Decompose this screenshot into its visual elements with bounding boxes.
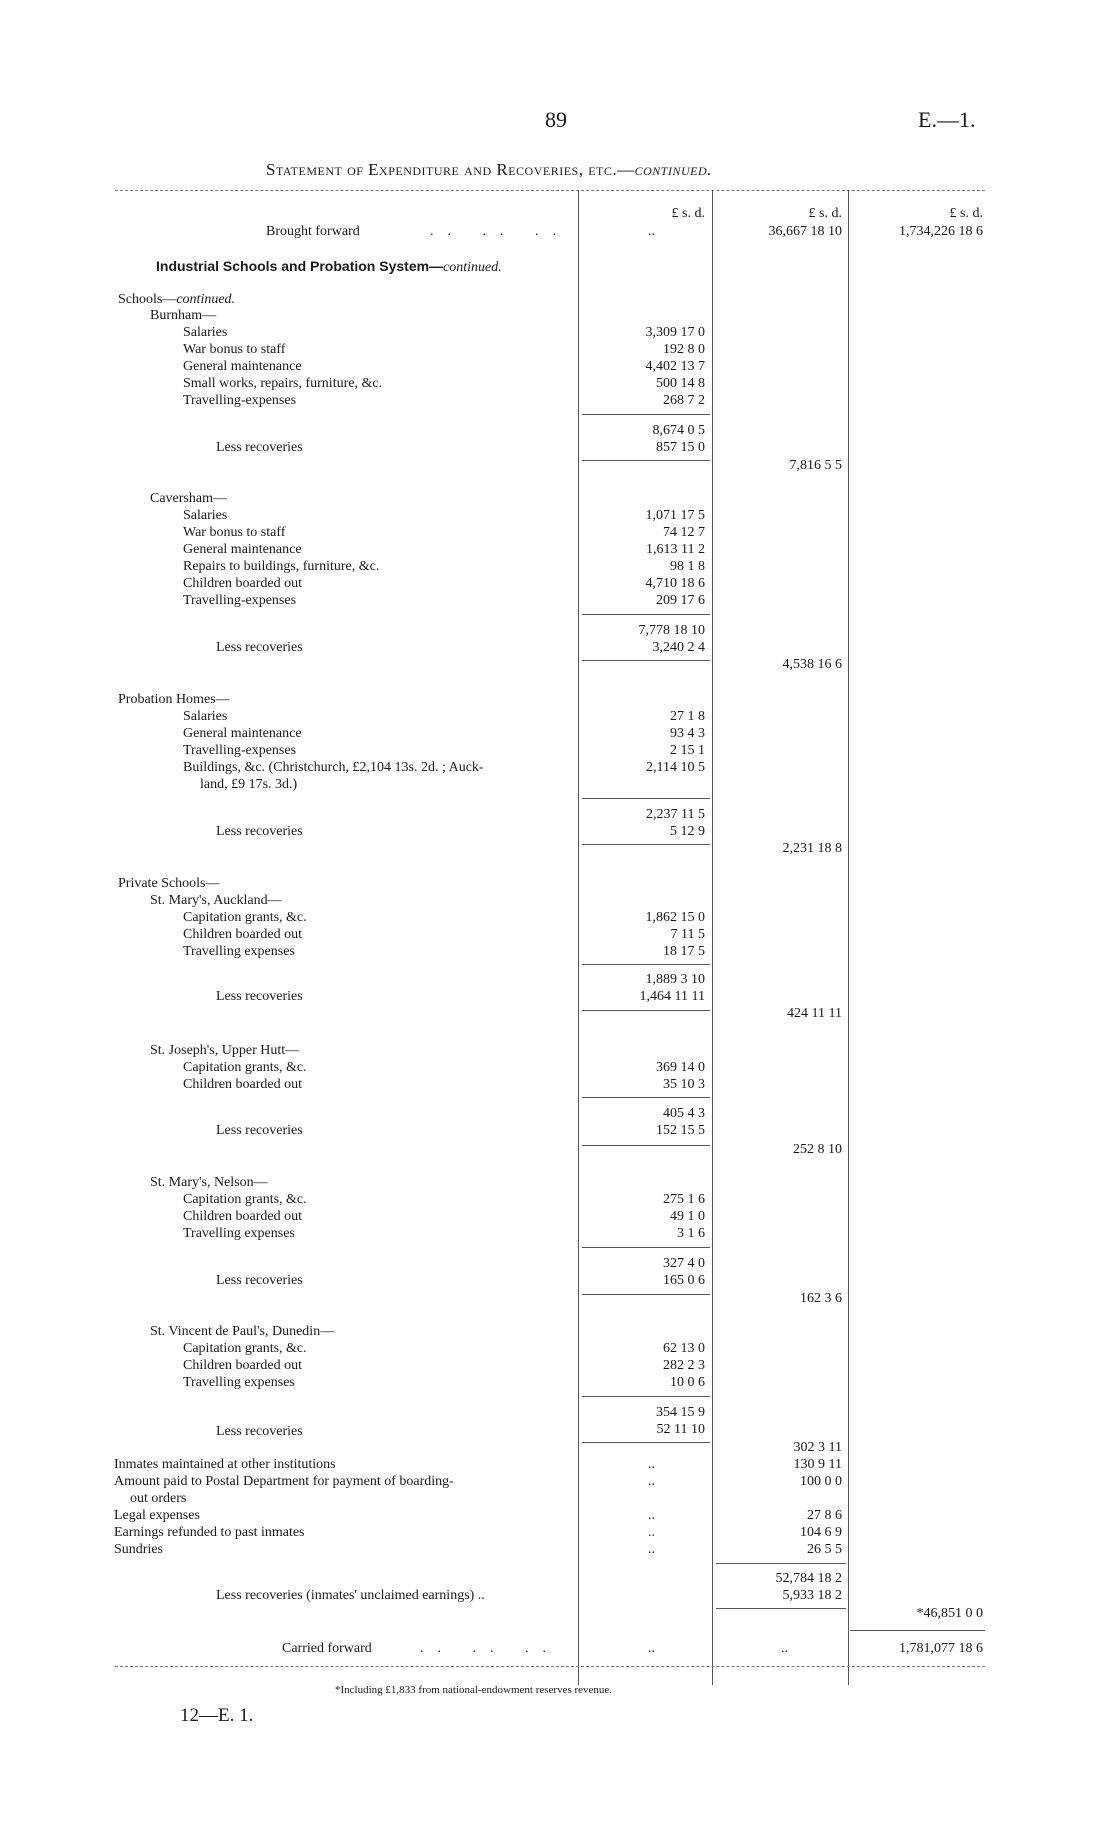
- brought-forward-col1: ..: [648, 224, 655, 239]
- caversham-item-label: War bonus to staff: [183, 525, 286, 540]
- subtotal-rule: [582, 660, 710, 661]
- grand-subtotal: 52,784 18 2: [775, 1571, 842, 1586]
- st-josephs-recoveries: 152 15 5: [656, 1123, 705, 1138]
- burnham-item-amount: 4,402 13 7: [645, 359, 705, 374]
- other-item-label: Inmates maintained at other institutions: [114, 1457, 336, 1472]
- grand-recoveries: 5,933 18 2: [782, 1588, 842, 1603]
- probation-item-label: Salaries: [183, 709, 228, 724]
- burnham-subtotal: 8,674 0 5: [652, 423, 705, 438]
- st-vincent-less-label: Less recoveries: [216, 1424, 303, 1439]
- burnham-item-amount: 268 7 2: [663, 393, 705, 408]
- subtotal-rule: [582, 1396, 710, 1397]
- other-item-col2: 27 8 6: [807, 1508, 842, 1523]
- subtotal-rule: [582, 414, 710, 415]
- st-marys-nelson-less-label: Less recoveries: [216, 1273, 303, 1288]
- other-item-col1: ..: [648, 1508, 655, 1523]
- caversham-item-label: Children boarded out: [183, 576, 302, 591]
- carried-rule: [850, 1630, 985, 1631]
- st-marys-auckland-item-label: Capitation grants, &c.: [183, 910, 307, 925]
- carried-forward-col3: 1,781,077 18 6: [899, 1641, 983, 1656]
- section-heading: [156, 258, 502, 276]
- st-marys-nelson-item-label: Children boarded out: [183, 1209, 302, 1224]
- probation-recoveries: 5 12 9: [670, 824, 705, 839]
- subtotal-rule: [582, 614, 710, 615]
- probation-item-amount: 2 15 1: [670, 743, 705, 758]
- leader-dots: .. .. ..: [430, 224, 570, 239]
- st-vincent-item-label: Travelling expenses: [183, 1375, 295, 1390]
- caversham-item-amount: 1,613 11 2: [646, 542, 705, 557]
- other-item-col2: 26 5 5: [807, 1542, 842, 1557]
- burnham-item-amount: 500 14 8: [656, 376, 705, 391]
- caversham-net: 4,538 16 6: [782, 657, 842, 672]
- burnham-less-label: Less recoveries: [216, 440, 303, 455]
- title-continued: continued.: [634, 160, 712, 179]
- burnham-item-amount: 192 8 0: [663, 342, 705, 357]
- st-josephs-item-amount: 369 14 0: [656, 1060, 705, 1075]
- other-item-label: Earnings refunded to past inmates: [114, 1525, 305, 1540]
- subtotal-rule: [582, 964, 710, 965]
- st-marys-nelson-item-label: Capitation grants, &c.: [183, 1192, 307, 1207]
- column-divider-1: [578, 190, 579, 1685]
- probation-less-label: Less recoveries: [216, 824, 303, 839]
- section-heading-main: Industrial Schools and Probation System—: [156, 258, 444, 274]
- signature-code: 12—E. 1.: [180, 1705, 254, 1726]
- probation-item-continued: land, £9 17s. 3d.): [200, 777, 298, 792]
- burnham-heading: Burnham—: [150, 308, 217, 323]
- probation-heading: Probation Homes—: [118, 692, 230, 707]
- burnham-net: 7,816 5 5: [789, 458, 842, 473]
- st-marys-nelson-recoveries: 165 0 6: [663, 1273, 705, 1288]
- subtotal-rule: [582, 1097, 710, 1098]
- st-vincent-net: 302 3 11: [793, 1440, 842, 1455]
- page-title: [266, 162, 712, 178]
- burnham-item-label: War bonus to staff: [183, 342, 286, 357]
- st-marys-auckland-item-amount: 18 17 5: [663, 944, 705, 959]
- subtotal-rule: [716, 1608, 846, 1609]
- caversham-item-amount: 74 12 7: [663, 525, 705, 540]
- subtotal-rule: [716, 1563, 846, 1564]
- other-item-label: Legal expenses: [114, 1508, 200, 1523]
- schools-label: [118, 292, 235, 308]
- probation-item-amount: 93 4 3: [670, 726, 705, 741]
- probation-item-amount: 2,114 10 5: [646, 760, 705, 775]
- st-marys-nelson-item-amount: 49 1 0: [670, 1209, 705, 1224]
- st-vincent-recoveries: 52 11 10: [656, 1422, 705, 1437]
- document-code: E.—1.: [918, 107, 976, 132]
- burnham-item-amount: 3,309 17 0: [645, 325, 705, 340]
- st-marys-auckland-less-label: Less recoveries: [216, 989, 303, 1004]
- st-josephs-subtotal: 405 4 3: [663, 1106, 705, 1121]
- burnham-item-label: Travelling-expenses: [183, 393, 297, 408]
- probation-item-label: General maintenance: [183, 726, 302, 741]
- caversham-item-amount: 98 1 8: [670, 559, 705, 574]
- footnote: *Including £1,833 from national-endowment reserves revenue.: [335, 1684, 613, 1696]
- brought-forward-label: Brought forward: [266, 224, 360, 239]
- carried-forward-col1: ..: [648, 1641, 655, 1656]
- st-marys-auckland-heading: St. Mary's, Auckland—: [150, 893, 282, 908]
- caversham-item-label: Salaries: [183, 508, 228, 523]
- caversham-item-label: Travelling-expenses: [183, 593, 297, 608]
- subtotal-rule: [582, 844, 710, 845]
- carried-forward-label: Carried forward: [282, 1641, 372, 1656]
- st-marys-nelson-item-amount: 3 1 6: [677, 1226, 705, 1241]
- st-vincent-item-label: Children boarded out: [183, 1358, 302, 1373]
- carried-forward-col2: ..: [781, 1641, 788, 1656]
- st-marys-nelson-subtotal: 327 4 0: [663, 1256, 705, 1271]
- schools-label-main: Schools—: [118, 292, 177, 307]
- caversham-item-amount: 209 17 6: [656, 593, 705, 608]
- grand-net: *46,851 0 0: [916, 1606, 983, 1621]
- st-marys-auckland-item-label: Children boarded out: [183, 927, 302, 942]
- st-marys-auckland-net: 424 11 11: [787, 1006, 842, 1021]
- col3-header: £ s. d.: [949, 206, 983, 221]
- caversham-item-amount: 1,071 17 5: [645, 508, 705, 523]
- subtotal-rule: [582, 798, 710, 799]
- grand-less-label: Less recoveries (inmates' unclaimed earnings) ..: [216, 1588, 485, 1603]
- st-vincent-item-amount: 282 2 3: [663, 1358, 705, 1373]
- burnham-item-label: Salaries: [183, 325, 228, 340]
- st-marys-nelson-heading: St. Mary's, Nelson—: [150, 1175, 268, 1190]
- schools-label-continued: continued.: [176, 292, 236, 307]
- other-item-col1: ..: [648, 1474, 655, 1489]
- subtotal-rule: [582, 1247, 710, 1248]
- st-marys-auckland-item-amount: 7 11 5: [670, 927, 705, 942]
- other-item-continued: out orders: [130, 1491, 187, 1506]
- probation-item-label: Buildings, &c. (Christchurch, £2,104 13s. 2d. ; Auck-: [183, 760, 484, 775]
- page-number: 89: [545, 107, 567, 132]
- other-item-col1: ..: [648, 1542, 655, 1557]
- caversham-subtotal: 7,778 18 10: [638, 623, 705, 638]
- st-vincent-heading: St. Vincent de Paul's, Dunedin—: [150, 1324, 335, 1339]
- st-marys-nelson-net: 162 3 6: [800, 1291, 842, 1306]
- st-marys-auckland-item-label: Travelling expenses: [183, 944, 295, 959]
- other-item-label: Sundries: [114, 1542, 163, 1557]
- st-josephs-net: 252 8 10: [793, 1142, 842, 1157]
- st-vincent-item-label: Capitation grants, &c.: [183, 1341, 307, 1356]
- st-marys-auckland-item-amount: 1,862 15 0: [645, 910, 705, 925]
- burnham-item-label: Small works, repairs, furniture, &c.: [183, 376, 383, 391]
- st-josephs-item-amount: 35 10 3: [663, 1077, 705, 1092]
- probation-item-label: Travelling-expenses: [183, 743, 297, 758]
- title-main: Statement of Expenditure and Recoveries, etc.—: [266, 160, 635, 179]
- burnham-recoveries: 857 15 0: [656, 440, 705, 455]
- section-heading-continued: continued.: [443, 260, 502, 275]
- st-josephs-item-label: Children boarded out: [183, 1077, 302, 1092]
- subtotal-rule: [582, 460, 710, 461]
- other-item-col2: 100 0 0: [800, 1474, 842, 1489]
- caversham-item-label: Repairs to buildings, furniture, &c.: [183, 559, 380, 574]
- probation-subtotal: 2,237 11 5: [646, 807, 705, 822]
- other-item-col1: ..: [648, 1457, 655, 1472]
- footer-rule: [115, 1666, 985, 1667]
- col1-header: £ s. d.: [671, 206, 705, 221]
- st-marys-auckland-subtotal: 1,889 3 10: [645, 972, 705, 987]
- burnham-item-label: General maintenance: [183, 359, 302, 374]
- private-schools-heading: Private Schools—: [118, 876, 220, 891]
- subtotal-rule: [582, 1294, 710, 1295]
- caversham-item-label: General maintenance: [183, 542, 302, 557]
- other-item-col2: 104 6 9: [800, 1525, 842, 1540]
- st-josephs-item-label: Capitation grants, &c.: [183, 1060, 307, 1075]
- subtotal-rule: [582, 1010, 710, 1011]
- st-marys-auckland-recoveries: 1,464 11 11: [639, 989, 705, 1004]
- other-item-col1: ..: [648, 1525, 655, 1540]
- brought-forward-col3: 1,734,226 18 6: [899, 224, 983, 239]
- subtotal-rule: [582, 1145, 710, 1146]
- column-divider-3: [848, 190, 849, 1685]
- caversham-heading: Caversham—: [150, 491, 227, 506]
- header-rule: [115, 190, 985, 191]
- st-josephs-less-label: Less recoveries: [216, 1123, 303, 1138]
- caversham-item-amount: 4,710 18 6: [645, 576, 705, 591]
- caversham-less-label: Less recoveries: [216, 640, 303, 655]
- probation-net: 2,231 18 8: [782, 841, 842, 856]
- col2-header: £ s. d.: [808, 206, 842, 221]
- subtotal-rule: [582, 1442, 710, 1443]
- st-vincent-item-amount: 62 13 0: [663, 1341, 705, 1356]
- probation-item-amount: 27 1 8: [670, 709, 705, 724]
- leader-dots: .. .. ..: [420, 1641, 560, 1656]
- caversham-recoveries: 3,240 2 4: [652, 640, 705, 655]
- st-vincent-subtotal: 354 15 9: [656, 1405, 705, 1420]
- st-vincent-item-amount: 10 0 6: [670, 1375, 705, 1390]
- st-josephs-heading: St. Joseph's, Upper Hutt—: [150, 1043, 300, 1058]
- brought-forward-col2: 36,667 18 10: [768, 224, 842, 239]
- st-marys-nelson-item-amount: 275 1 6: [663, 1192, 705, 1207]
- st-marys-nelson-item-label: Travelling expenses: [183, 1226, 295, 1241]
- column-divider-2: [712, 190, 713, 1685]
- other-item-col2: 130 9 11: [793, 1457, 842, 1472]
- other-item-label: Amount paid to Postal Department for payment of boarding-: [114, 1474, 454, 1489]
